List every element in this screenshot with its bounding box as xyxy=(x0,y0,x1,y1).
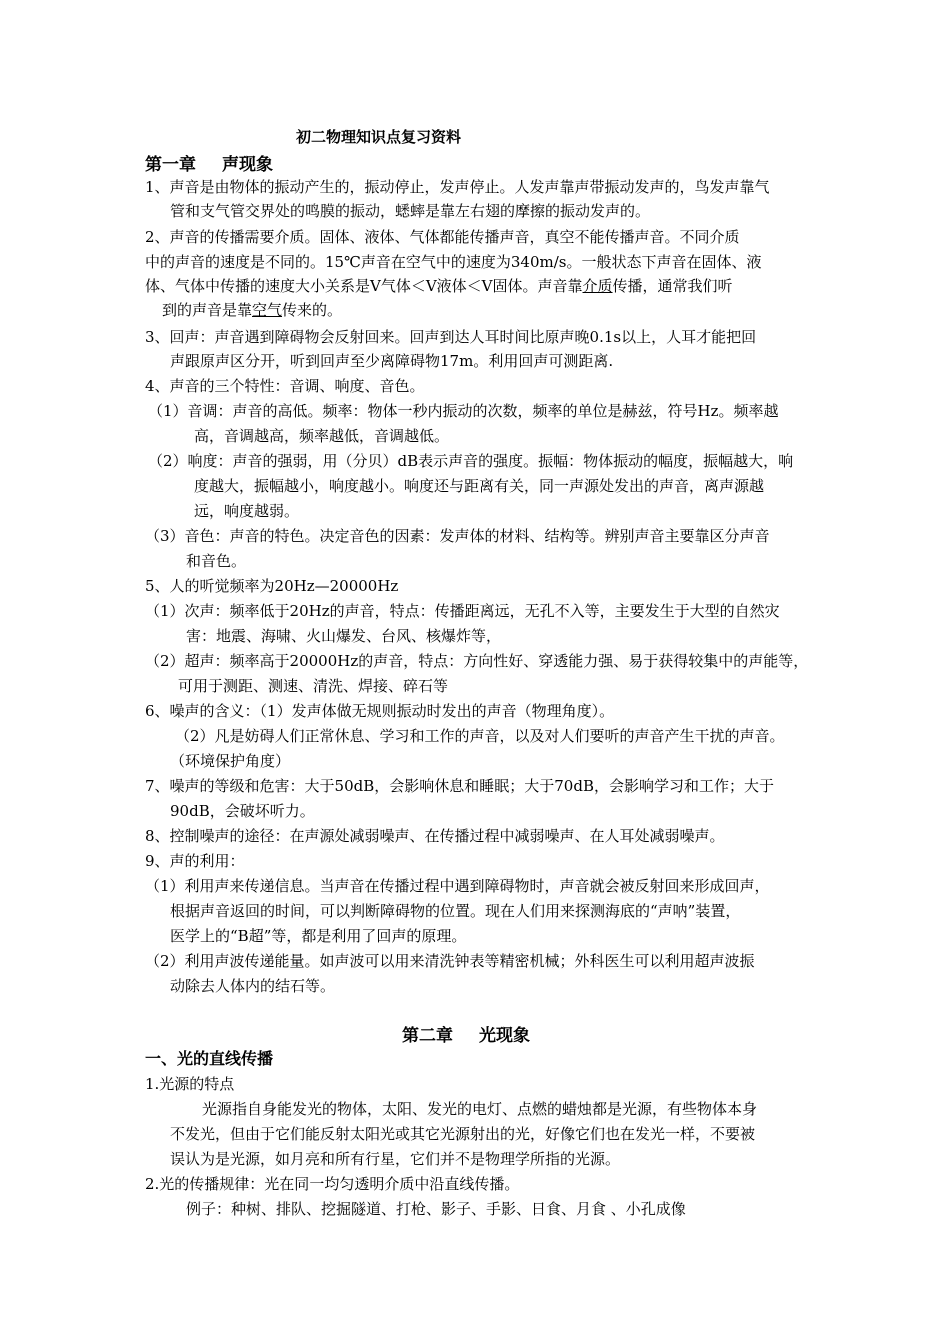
chapter-2-name: 光现象 xyxy=(479,1026,530,1046)
paragraph-line: 2、声音的传播需要介质。固体、液体、气体都能传播声音，真空不能传播声音。不同介质 xyxy=(145,228,740,246)
text-segment: 传来的。 xyxy=(282,301,343,319)
paragraph-line: 1.光源的特点 xyxy=(145,1075,235,1093)
document-title: 初二物理知识点复习资料 xyxy=(296,128,462,146)
paragraph-line: 声跟原声区分开，听到回声至少离障碍物17m。利用回声可测距离. xyxy=(170,352,614,370)
paragraph-line: 1、声音是由物体的振动产生的，振动停止，发声停止。人发声靠声带振动发声的，鸟发声靠气 xyxy=(145,178,770,196)
section-heading: 一、光的直线传播 xyxy=(145,1049,274,1068)
paragraph-line: （环境保护角度） xyxy=(170,752,291,770)
paragraph-line: 7、噪声的等级和危害：大于50dB，会影响休息和睡眠；大于70dB，会影响学习和工作；大于 xyxy=(145,777,774,795)
paragraph-line: 2.光的传播规律：光在同一均匀透明介质中沿直线传播。 xyxy=(145,1175,520,1193)
chapter-2-number: 第二章 xyxy=(402,1026,453,1046)
paragraph-line: 4、声音的三个特性：音调、响度、音色。 xyxy=(145,377,425,395)
paragraph-line: 3、回声：声音遇到障碍物会反射回来。回声到达人耳时间比原声晚0.1s以上，人耳才能把回 xyxy=(145,328,757,346)
paragraph-line: （3）音色：声音的特色。决定音色的因素：发声体的材料、结构等。辨别声音主要靠区分声音 xyxy=(145,527,770,545)
paragraph-line: 6、噪声的含义：（1）发声体做无规则振动时发出的声音（物理角度）。 xyxy=(145,702,615,720)
paragraph-line: （1）音调：声音的高低。频率：物体一秒内振动的次数，频率的单位是赫兹，符号Hz。频率越 xyxy=(148,402,779,420)
paragraph-line: （2）响度：声音的强弱，用（分贝）dB表示声音的强度。振幅：物体振动的幅度，振幅越大，响 xyxy=(148,452,794,470)
paragraph-line: 度越大，振幅越小，响度越小。响度还与距离有关，同一声源处发出的声音，离声源越 xyxy=(194,477,765,495)
paragraph-line: （2）凡是妨碍人们正常休息、学习和工作的声音，以及对人们要听的声音产生干扰的声音。 xyxy=(175,727,785,745)
paragraph-line xyxy=(145,274,733,298)
paragraph-line: 和音色。 xyxy=(186,552,247,570)
chapter-1-name: 声现象 xyxy=(222,155,273,175)
paragraph-line: 中的声音的速度是不同的。15℃声音在空气中的速度为340m/s。一般状态下声音在固体、液 xyxy=(145,253,762,271)
text-segment: 到的声音是靠 xyxy=(162,301,253,319)
paragraph-line: 9、声的利用： xyxy=(145,852,245,870)
paragraph-line: 根据声音返回的时间，可以判断障碍物的位置。现在人们用来探测海底的“声呐”装置， xyxy=(170,902,741,920)
paragraph-line: 动除去人体内的结石等。 xyxy=(170,977,336,995)
paragraph-line: 误认为是光源，如月亮和所有行星，它们并不是物理学所指的光源。 xyxy=(170,1150,621,1168)
paragraph-line: 光源指自身能发光的物体，太阳、发光的电灯、点燃的蜡烛都是光源，有些物体本身 xyxy=(202,1100,758,1118)
paragraph-line: 8、控制噪声的途径：在声源处减弱噪声、在传播过程中减弱噪声、在人耳处减弱噪声。 xyxy=(145,827,725,845)
paragraph-line: （1）次声：频率低于20Hz的声音，特点：传播距离远，无孔不入等，主要发生于大型的自然灾 xyxy=(145,602,780,620)
chapter-1-heading xyxy=(145,150,273,175)
chapter-2-heading xyxy=(402,1021,530,1046)
paragraph-line: 可用于测距、测速、清洗、焊接、碎石等 xyxy=(178,677,449,695)
text-segment: 体、气体中传播的速度大小关系是V气体＜V液体＜V固体。声音靠 xyxy=(145,277,583,295)
paragraph-line: 不发光，但由于它们能反射太阳光或其它光源射出的光，好像它们也在发光一样，不要被 xyxy=(170,1125,756,1143)
paragraph-line xyxy=(162,298,342,322)
paragraph-line: 90dB，会破坏听力。 xyxy=(170,802,315,820)
paragraph-line: 例子：种树、排队、挖掘隧道、打枪、影子、手影、日食、月食 、小孔成像 xyxy=(186,1200,686,1218)
paragraph-line: （1）利用声来传递信息。当声音在传播过程中遇到障碍物时，声音就会被反射回来形成回声， xyxy=(145,877,770,895)
paragraph-line: 远，响度越弱。 xyxy=(194,502,300,520)
underlined-term: 介质 xyxy=(582,277,613,295)
paragraph-line: 医学上的“B超”等，都是利用了回声的原理。 xyxy=(170,927,467,945)
underlined-term: 空气 xyxy=(252,301,283,319)
paragraph-line: 高，音调越高，频率越低，音调越低。 xyxy=(194,427,450,445)
paragraph-line: 管和支气管交界处的鸣膜的振动，蟋蟀是靠左右翅的摩擦的振动发声的。 xyxy=(170,202,651,220)
paragraph-line: （2）超声：频率高于20000Hz的声音，特点：方向性好、穿透能力强、易于获得较集中的声能等， xyxy=(145,652,809,670)
paragraph-line: 害：地震、海啸、火山爆发、台风、核爆炸等， xyxy=(186,627,502,645)
chapter-1-number: 第一章 xyxy=(145,155,196,175)
text-segment: 传播，通常我们听 xyxy=(612,277,733,295)
paragraph-line: （2）利用声波传递能量。如声波可以用来清洗钟表等精密机械；外科医生可以利用超声波振 xyxy=(145,952,755,970)
paragraph-line: 5、人的听觉频率为20Hz—20000Hz xyxy=(145,577,399,595)
